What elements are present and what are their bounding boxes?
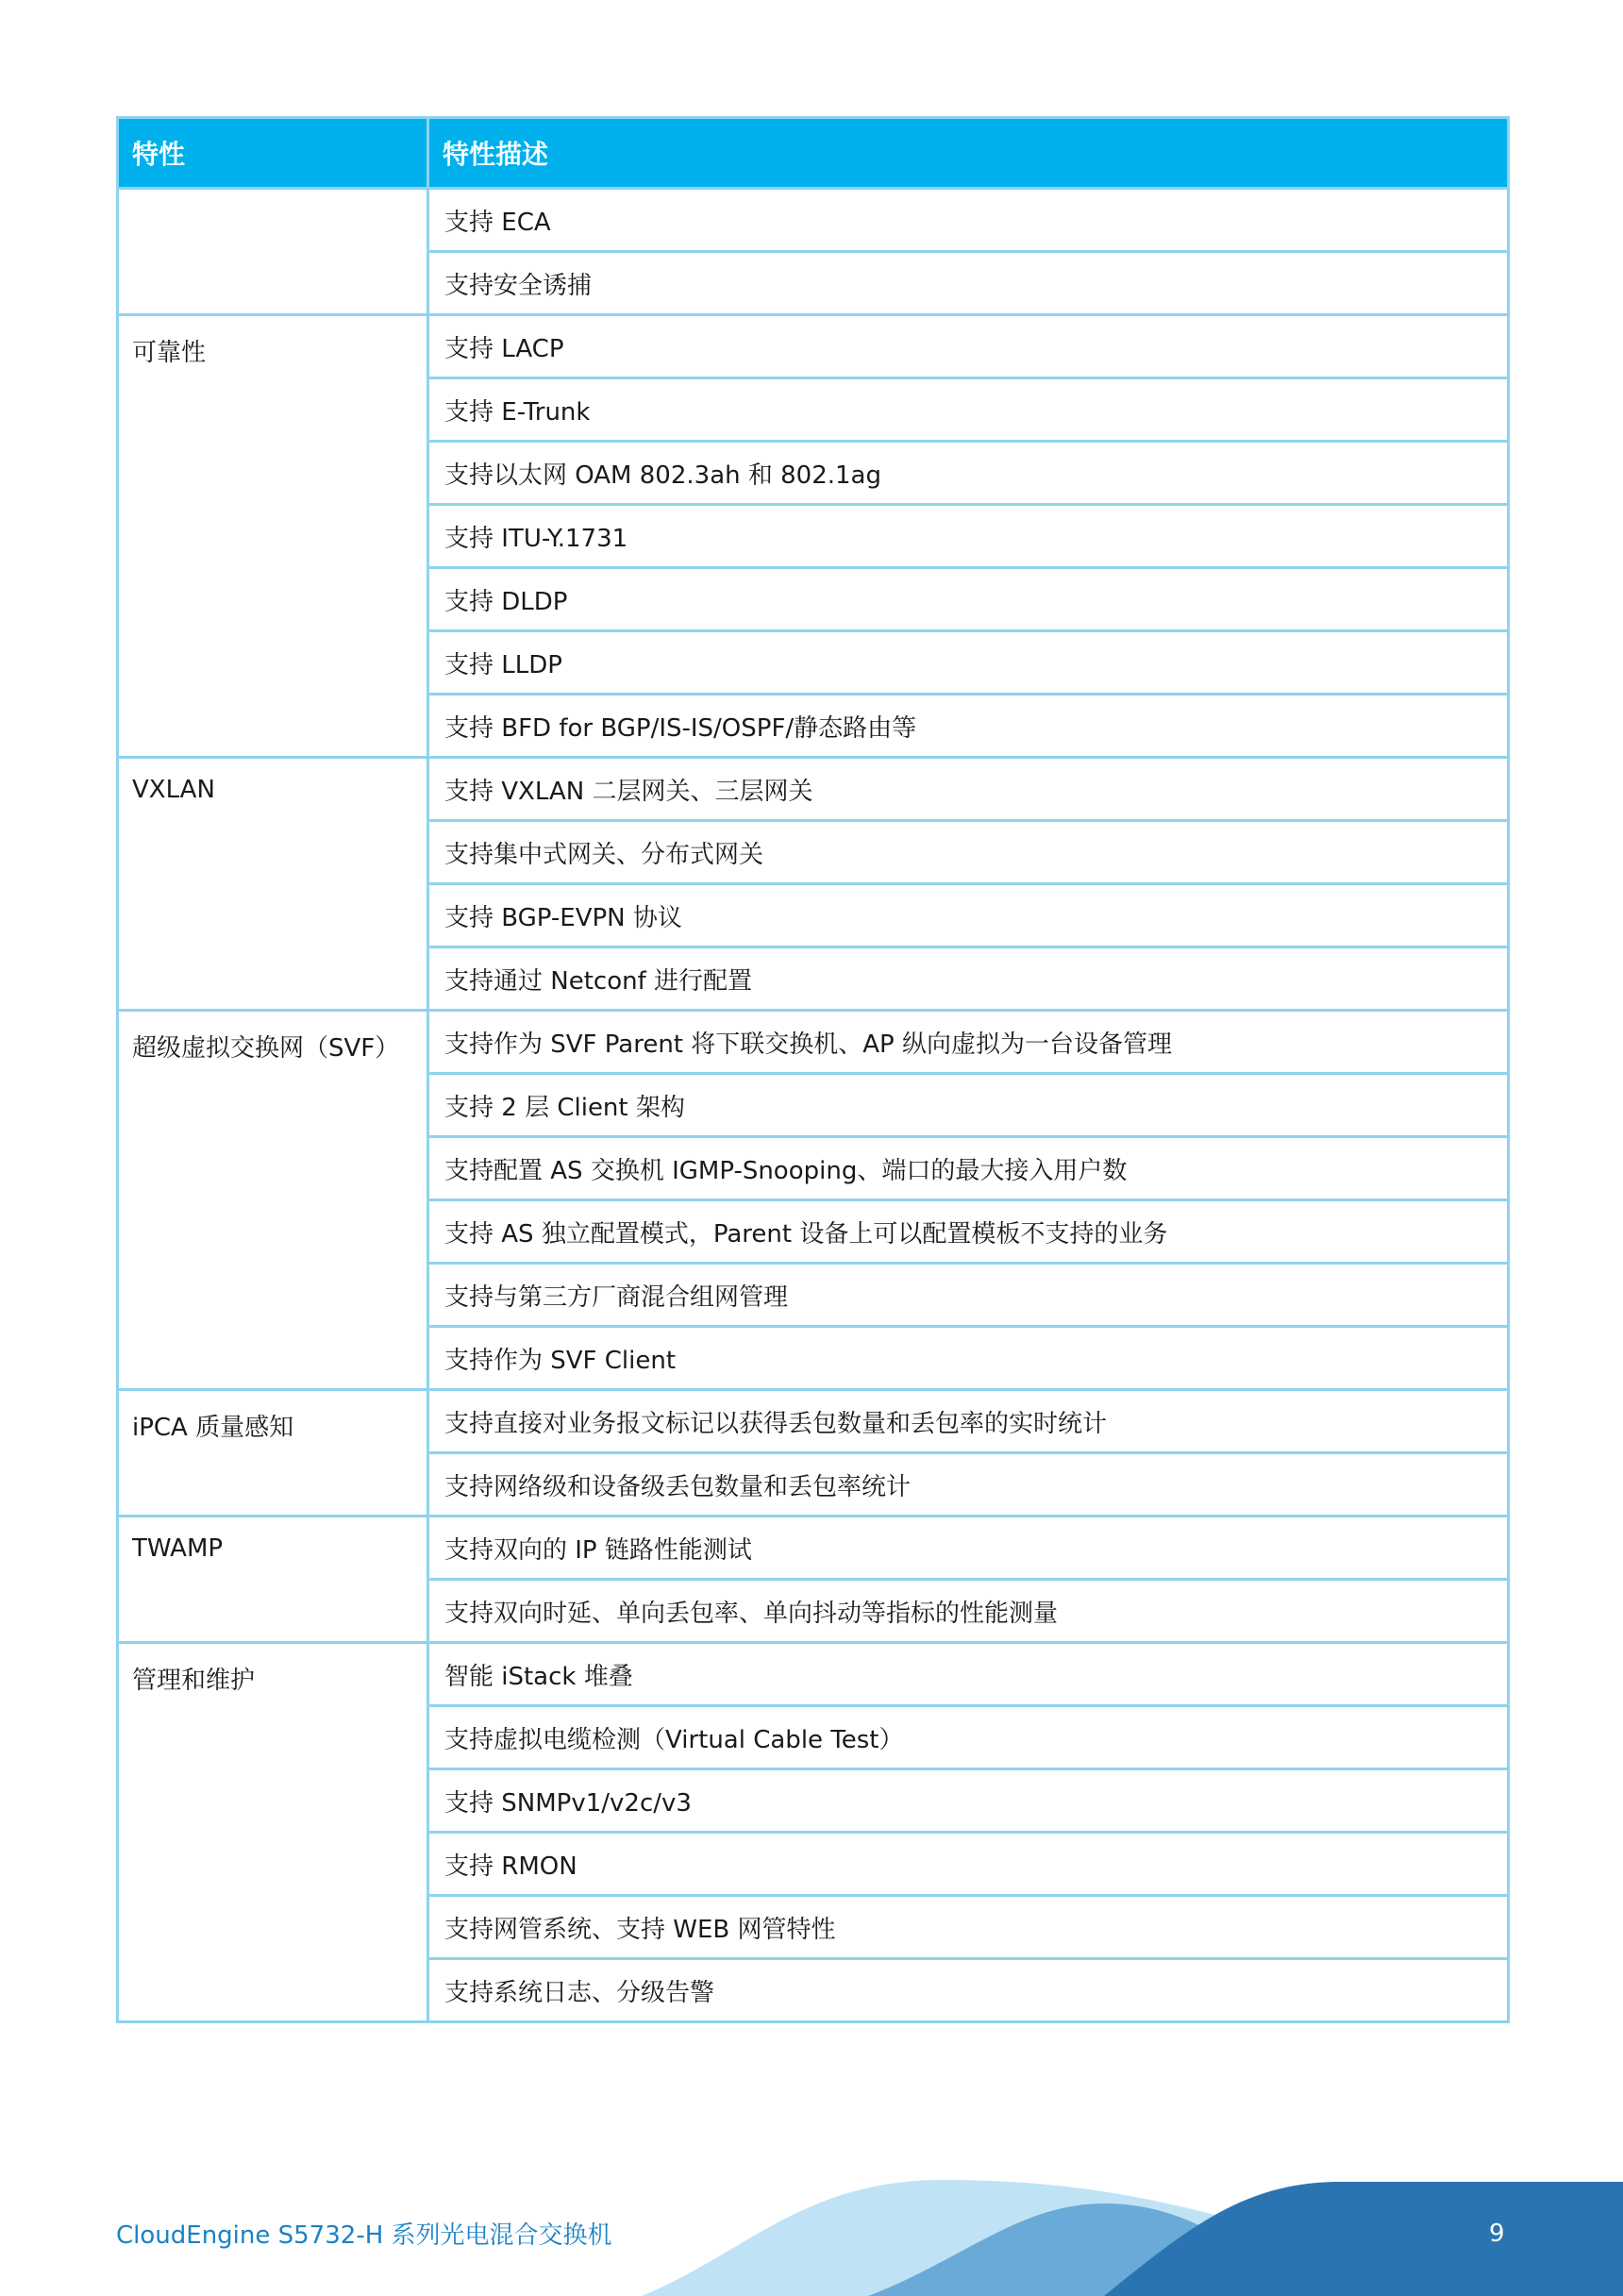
description-cell: 支持网络级和设备级丢包数量和丢包率统计 [428, 1453, 1509, 1517]
description-cell: 支持双向时延、单向丢包率、单向抖动等指标的性能测量 [428, 1580, 1509, 1643]
table-row [118, 1011, 1509, 1074]
description-cell: 支持双向的 IP 链路性能测试 [428, 1517, 1509, 1580]
feature-cell: 管理和维护 [118, 1643, 428, 2022]
description-cell: 支持 2 层 Client 架构 [428, 1074, 1509, 1137]
footer-product-title: CloudEngine S5732-H 系列光电混合交换机 [116, 2221, 612, 2250]
description-cell: 支持 BGP-EVPN 协议 [428, 884, 1509, 947]
description-cell: 支持以太网 OAM 802.3ah 和 802.1ag [428, 442, 1509, 505]
description-cell: 支持 ECA [428, 189, 1509, 252]
description-cell: 支持 ITU-Y.1731 [428, 505, 1509, 568]
description-cell: 支持 BFD for BGP/IS-IS/OSPF/静态路由等 [428, 695, 1509, 758]
description-cell: 支持 LACP [428, 315, 1509, 378]
description-cell: 支持 DLDP [428, 568, 1509, 631]
description-cell: 支持系统日志、分级告警 [428, 1959, 1509, 2022]
feature-table [116, 116, 1510, 2023]
description-cell: 支持作为 SVF Client [428, 1327, 1509, 1390]
description-cell: 支持虚拟电缆检测（Virtual Cable Test） [428, 1706, 1509, 1769]
feature-cell: iPCA 质量感知 [118, 1390, 428, 1517]
table-body [118, 189, 1509, 2022]
table-row [118, 1643, 1509, 1706]
feature-cell: 超级虚拟交换网（SVF） [118, 1011, 428, 1390]
description-cell: 支持通过 Netconf 进行配置 [428, 947, 1509, 1011]
table-row [118, 189, 1509, 252]
header-feature: 特性 [118, 118, 428, 189]
feature-cell [118, 189, 428, 315]
feature-cell: 可靠性 [118, 315, 428, 758]
description-cell: 支持网管系统、支持 WEB 网管特性 [428, 1896, 1509, 1959]
description-cell: 支持 SNMPv1/v2c/v3 [428, 1769, 1509, 1833]
table-header-row [118, 118, 1509, 189]
description-cell: 支持安全诱捕 [428, 252, 1509, 315]
table-row [118, 1517, 1509, 1580]
description-cell: 支持直接对业务报文标记以获得丢包数量和丢包率的实时统计 [428, 1390, 1509, 1453]
header-description: 特性描述 [428, 118, 1509, 189]
description-cell: 支持配置 AS 交换机 IGMP-Snooping、端口的最大接入用户数 [428, 1137, 1509, 1200]
description-cell: 支持与第三方厂商混合组网管理 [428, 1264, 1509, 1327]
description-cell: 支持 LLDP [428, 631, 1509, 695]
description-cell: 支持集中式网关、分布式网关 [428, 821, 1509, 884]
table-row [118, 315, 1509, 378]
wave-dark [1104, 2182, 1623, 2296]
table-row [118, 758, 1509, 821]
description-cell: 支持 AS 独立配置模式，Parent 设备上可以配置模板不支持的业务 [428, 1200, 1509, 1264]
description-cell: 支持 RMON [428, 1833, 1509, 1896]
table-row [118, 1390, 1509, 1453]
description-cell: 支持 E-Trunk [428, 378, 1509, 442]
page-number: 9 [1489, 2220, 1505, 2248]
description-cell: 智能 iStack 堆叠 [428, 1643, 1509, 1706]
feature-cell: VXLAN [118, 758, 428, 1011]
feature-cell: TWAMP [118, 1517, 428, 1643]
description-cell: 支持作为 SVF Parent 将下联交换机、AP 纵向虚拟为一台设备管理 [428, 1011, 1509, 1074]
description-cell: 支持 VXLAN 二层网关、三层网关 [428, 758, 1509, 821]
